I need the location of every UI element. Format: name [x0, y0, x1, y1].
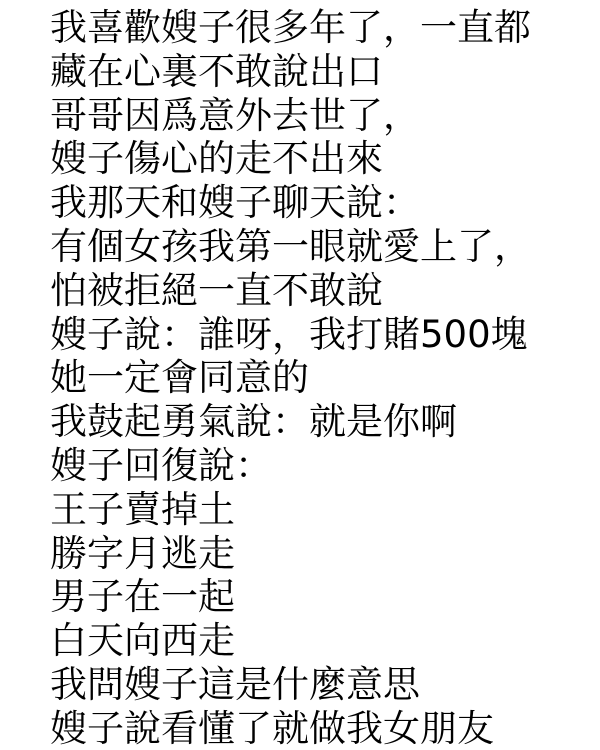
text-line: 我那天和嫂子聊天說：	[50, 181, 420, 225]
text-line: 她一定會同意的	[50, 356, 309, 400]
text-line: 有個女孩我第一眼就愛上了，	[50, 224, 531, 268]
text-line: 藏在心裏不敢說出口	[50, 49, 383, 93]
text-line: 我問嫂子這是什麼意思	[50, 662, 420, 706]
text-line: 勝字月逃走	[50, 531, 235, 575]
text-line: 哥哥因爲意外去世了，	[50, 93, 420, 137]
text-line: 怕被拒絕一直不敢說	[50, 268, 383, 312]
text-line: 白天向西走	[50, 619, 235, 663]
text-line: 嫂子說：誰呀，我打賭500塊	[50, 312, 528, 356]
text-line: 嫂子回復說：	[50, 443, 272, 487]
text-line: 男子在一起	[50, 575, 235, 619]
text-line: 我鼓起勇氣說：就是你啊	[50, 400, 457, 444]
text-line: 我喜歡嫂子很多年了，一直都	[50, 6, 531, 49]
text-line: 王子賣掉土	[50, 487, 235, 531]
text-line: 嫂子傷心的走不出來	[50, 137, 383, 181]
text-line: 嫂子說看懂了就做我女朋友	[50, 706, 494, 750]
story-text-block	[50, 6, 590, 750]
